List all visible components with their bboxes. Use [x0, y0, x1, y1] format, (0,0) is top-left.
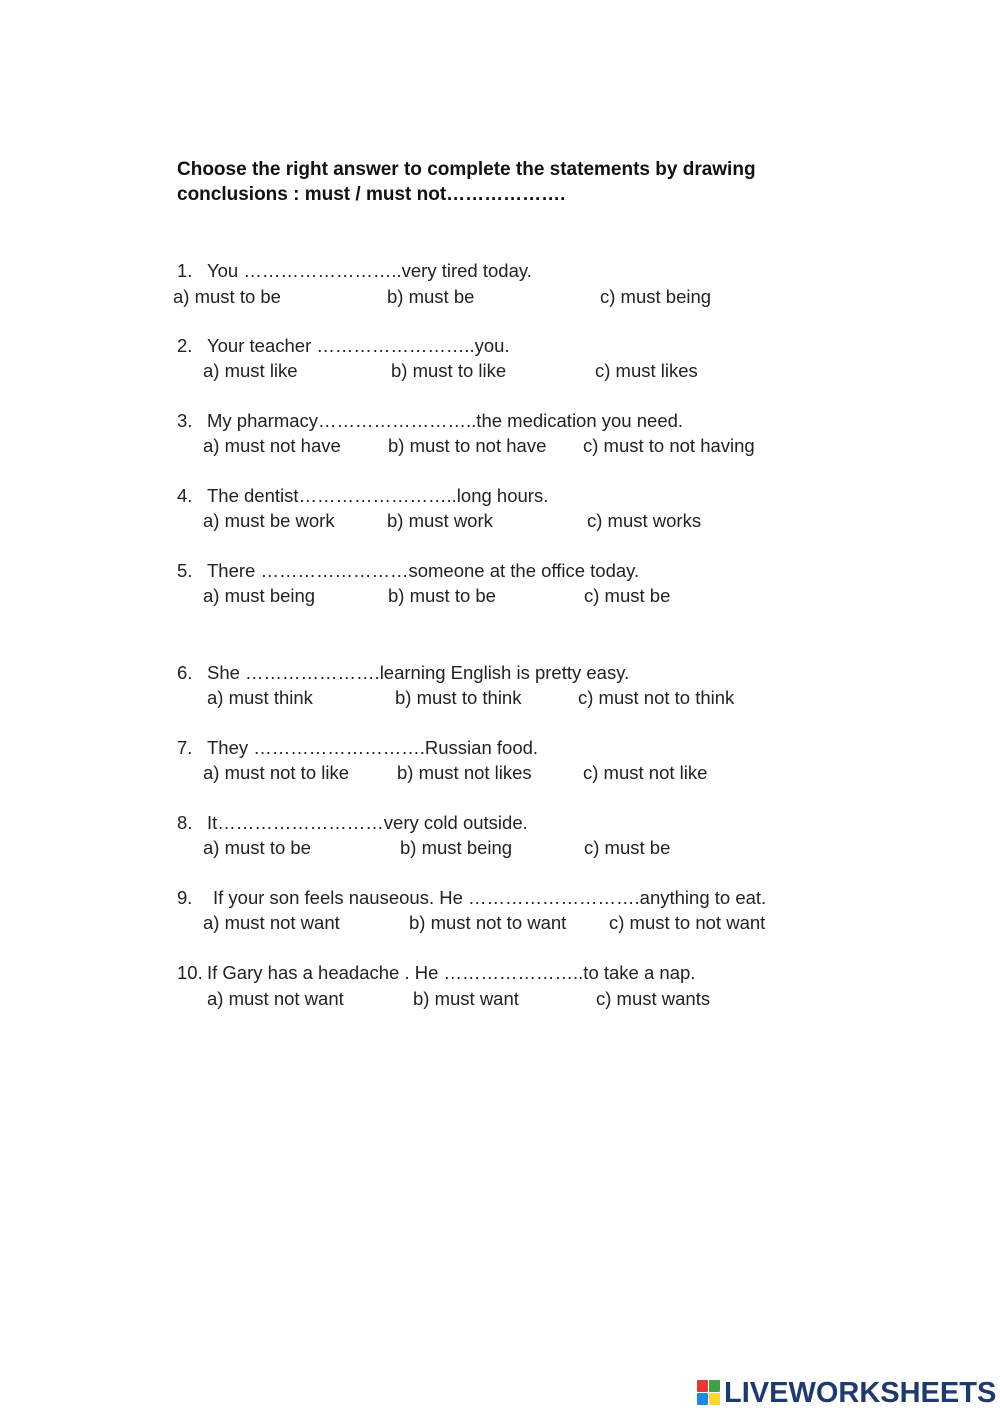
question-text: She ………………….learning English is pretty easy.	[207, 662, 630, 683]
question-number: 5.	[177, 560, 193, 581]
option-c[interactable]: c) must be	[584, 837, 671, 858]
option-a[interactable]: a) must think	[207, 687, 313, 708]
option-b[interactable]: b) must work	[387, 510, 493, 531]
question-number: 6.	[177, 662, 193, 683]
question-text: You ……………………..very tired today.	[207, 260, 532, 281]
option-c[interactable]: c) must likes	[595, 360, 698, 381]
question-number: 9.	[177, 887, 193, 908]
logo-text: LIVEWORKSHEETS	[724, 1376, 997, 1409]
question-number: 8.	[177, 812, 193, 833]
option-a[interactable]: a) must not want	[203, 912, 340, 933]
instructions-line-1: Choose the right answer to complete the statements by drawing	[177, 159, 756, 180]
option-a[interactable]: a) must being	[203, 585, 316, 606]
question-text: My pharmacy……………………..the medication you need.	[207, 410, 684, 431]
question-number: 1.	[177, 260, 193, 281]
option-b[interactable]: b) must not to want	[409, 912, 567, 933]
question-text: They ……………………….Russian food.	[207, 737, 539, 758]
option-a[interactable]: a) must to be	[173, 286, 281, 307]
question-text: The dentist……………………..long hours.	[207, 485, 549, 506]
option-a[interactable]: a) must not have	[203, 435, 341, 456]
logo-mark-icon	[697, 1380, 721, 1406]
option-c[interactable]: c) must wants	[596, 988, 711, 1009]
option-c[interactable]: c) must being	[600, 286, 712, 307]
instructions-line-2: conclusions : must / must not……………….	[177, 184, 566, 205]
question-text: If your son feels nauseous. He ……………………….anything to eat.	[213, 887, 767, 908]
option-c[interactable]: c) must be	[584, 585, 671, 606]
liveworksheets-logo[interactable]	[697, 1378, 996, 1408]
question-text: It………………………very cold outside.	[207, 812, 528, 833]
option-b[interactable]: b) must be	[387, 286, 475, 307]
option-a[interactable]: a) must be work	[203, 510, 335, 531]
option-a[interactable]: a) must to be	[203, 837, 311, 858]
question-number: 10.	[177, 962, 203, 983]
option-b[interactable]: b) must to think	[395, 687, 522, 708]
question-number: 4.	[177, 485, 193, 506]
option-c[interactable]: c) must to not want	[609, 912, 766, 933]
option-c[interactable]: c) must not like	[583, 762, 708, 783]
option-b[interactable]: b) must to like	[391, 360, 507, 381]
option-b[interactable]: b) must to be	[388, 585, 496, 606]
question-number: 3.	[177, 410, 193, 431]
option-a[interactable]: a) must not to like	[203, 762, 350, 783]
question-text: If Gary has a headache . He …………………..to take a nap.	[207, 962, 696, 983]
option-a[interactable]: a) must like	[203, 360, 298, 381]
question-text: Your teacher ……………………..you.	[207, 335, 510, 356]
option-b[interactable]: b) must being	[400, 837, 513, 858]
option-a[interactable]: a) must not want	[207, 988, 344, 1009]
option-b[interactable]: b) must to not have	[388, 435, 547, 456]
option-c[interactable]: c) must not to think	[578, 687, 735, 708]
question-number: 7.	[177, 737, 193, 758]
question-text: There ……………………someone at the office today.	[207, 560, 640, 581]
question-number: 2.	[177, 335, 193, 356]
option-b[interactable]: b) must want	[413, 988, 519, 1009]
option-c[interactable]: c) must works	[587, 510, 702, 531]
option-c[interactable]: c) must to not having	[583, 435, 755, 456]
option-b[interactable]: b) must not likes	[397, 762, 532, 783]
